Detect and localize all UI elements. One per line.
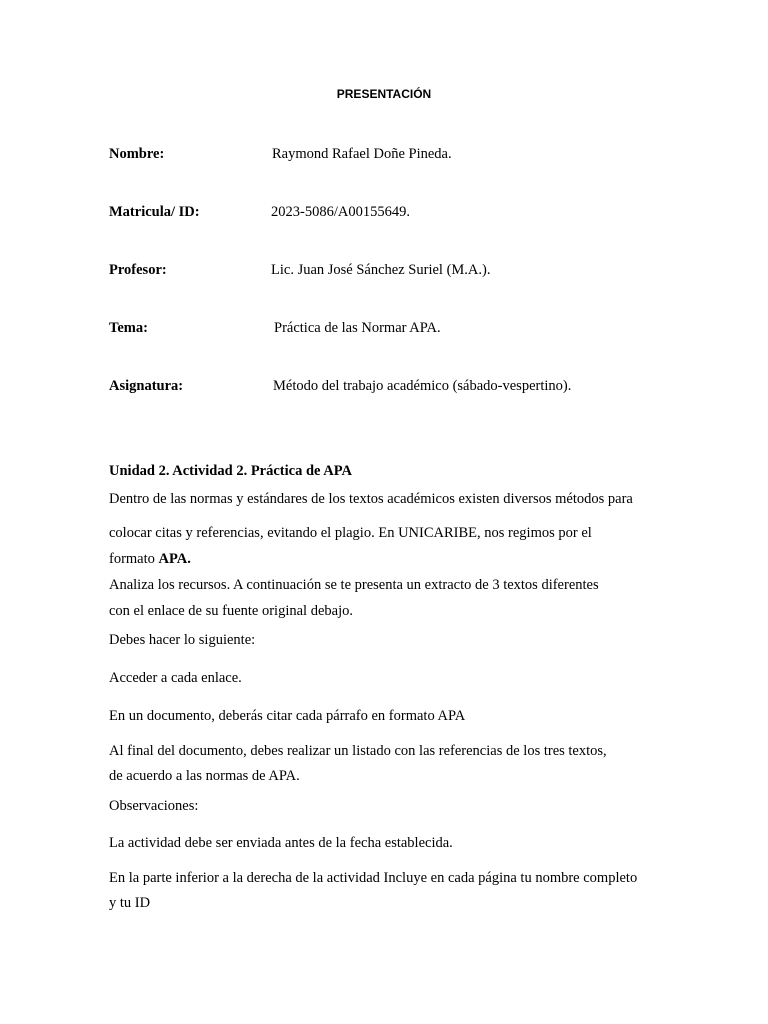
field-label-matricula: Matricula/ ID: bbox=[109, 204, 200, 220]
body-text: formato bbox=[109, 551, 159, 567]
page-title: PRESENTACIÓN bbox=[336, 87, 432, 101]
body-line: Analiza los recursos. A continuación se te presenta un extracto de 3 textos diferentes bbox=[109, 577, 599, 593]
field-value-tema: Práctica de las Normar APA. bbox=[274, 320, 441, 336]
body-line: Observaciones: bbox=[109, 798, 199, 814]
body-line: En la parte inferior a la derecha de la actividad Incluye en cada página tu nombre completo bbox=[109, 870, 638, 886]
field-label-profesor: Profesor: bbox=[109, 262, 167, 278]
body-line bbox=[109, 551, 191, 568]
field-label-nombre: Nombre: bbox=[109, 146, 165, 162]
body-line: y tu ID bbox=[109, 895, 151, 911]
body-line: Al final del documento, debes realizar un listado con las referencias de los tres textos, bbox=[109, 743, 607, 759]
field-value-nombre: Raymond Rafael Doñe Pineda. bbox=[272, 146, 452, 162]
body-line: con el enlace de su fuente original debajo. bbox=[109, 603, 353, 619]
field-value-matricula: 2023-5086/A00155649. bbox=[271, 204, 410, 220]
section-heading: Unidad 2. Actividad 2. Práctica de APA bbox=[109, 463, 353, 479]
apa-emphasis: APA. bbox=[158, 551, 191, 567]
body-line: Acceder a cada enlace. bbox=[109, 670, 242, 686]
body-line: La actividad debe ser enviada antes de la fecha establecida. bbox=[109, 835, 453, 851]
body-line: En un documento, deberás citar cada párrafo en formato APA bbox=[109, 708, 466, 724]
body-line: colocar citas y referencias, evitando el plagio. En UNICARIBE, nos regimos por el bbox=[109, 525, 592, 541]
field-label-asignatura: Asignatura: bbox=[109, 378, 184, 394]
body-line: Debes hacer lo siguiente: bbox=[109, 632, 256, 648]
field-value-asignatura: Método del trabajo académico (sábado-vespertino). bbox=[273, 378, 572, 394]
body-line: de acuerdo a las normas de APA. bbox=[109, 768, 300, 784]
body-line: Dentro de las normas y estándares de los textos académicos existen diversos métodos para bbox=[109, 491, 633, 507]
field-label-tema: Tema: bbox=[109, 320, 148, 336]
field-value-profesor: Lic. Juan José Sánchez Suriel (M.A.). bbox=[271, 262, 491, 278]
